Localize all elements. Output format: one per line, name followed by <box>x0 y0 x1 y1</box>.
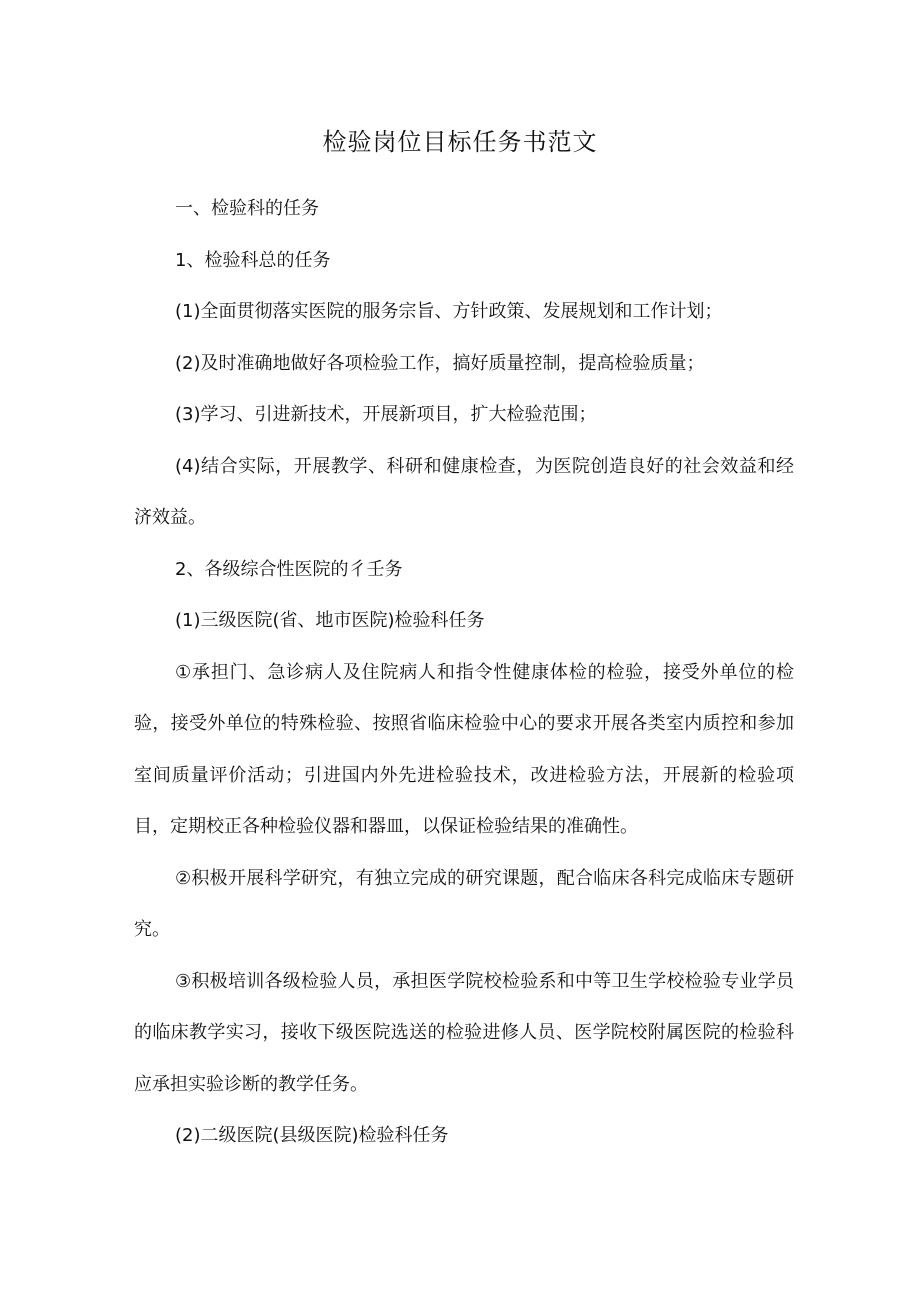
document-title: 检验岗位目标任务书范文 <box>322 128 598 156</box>
document-body <box>134 183 794 1162</box>
body-paragraph: (4)结合实际，开展教学、科研和健康检查，为医院创造良好的社会效益和经济效益。 <box>134 455 794 528</box>
subsection-heading: 1、检验科总的任务 <box>175 249 331 271</box>
body-paragraph: ①承担门、急诊病人及住院病人和指令性健康体检的检验，接受外单位的检验，接受外单位的特殊检验、按照省临床检验中心的要求开展各类室内质控和参加室间质量评价活动；引进国内外先进检验技术，改进检验方法，开展新的检验项目，定期校正各种检验仪器和器皿，以保证检验结果的准确性。 <box>134 661 794 837</box>
body-paragraph: (2)二级医院(县级医院)检验科任务 <box>175 1125 449 1146</box>
body-paragraph: (1)三级医院(省、地市医院)检验科任务 <box>175 610 485 631</box>
section-heading: 一、检验科的任务 <box>175 198 319 219</box>
body-paragraph: (3)学习、引进新技术，开展新项目，扩大检验范围； <box>175 404 597 425</box>
body-paragraph: ②积极开展科学研究，有独立完成的研究课题，配合临床各科完成临床专题研究。 <box>134 867 794 940</box>
body-paragraph: ③积极培训各级检验人员，承担医学院校检验系和中等卫生学校检验专业学员的临床教学实习，接收下级医院选送的检验进修人员、医学院校附属医院的检验科应承担实验诊断的教学任务。 <box>134 970 794 1095</box>
body-paragraph: (2)及时准确地做好各项检验工作，搞好质量控制，提高检验质量； <box>175 352 705 374</box>
body-paragraph: (1)全面贯彻落实医院的服务宗旨、方针政策、发展规划和工作计划； <box>175 301 723 322</box>
subsection-heading: 2、各级综合性医院的彳壬务 <box>175 558 403 580</box>
